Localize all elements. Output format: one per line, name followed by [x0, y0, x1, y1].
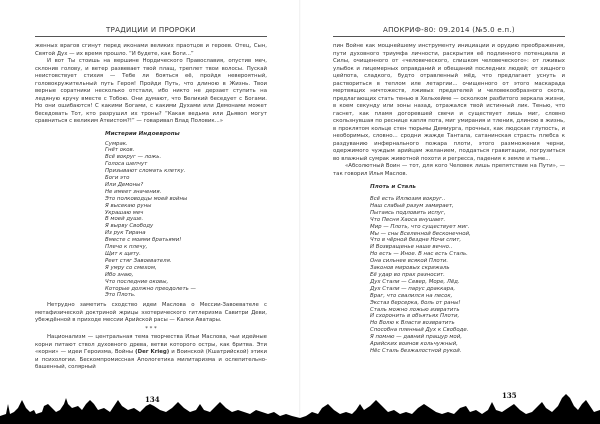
poem-line: Законов мировых скрижаль: [370, 265, 450, 272]
poem-line: Я вырву Свободу: [105, 223, 154, 230]
paragraph: пин Войне как мощнейшему инструменту инициации и орудию преображения, пути духовного триумфа личности, раскрытия её подлинного потенциала и Силы, очищенного от «человеческого, слишком человеческого»: от лживых улыбок и лицемерных оправданий и обещаний последних людей; от хищного цейпота, сладкого, будто отравленный мёд, что предлагает уснуть и раствориться в теплом иле летаргии... очищенного от этого маскарада мертвящих ничтожеств, лживых предателей и человекообразного скота, предлагающих стать тенью в Хельхейме — осколком разбитого зеркала жизни, в коем секунду или эоны назад, отражался твой истинный лик. Тенью, что гаснет, как пламя догоревшей свечи и существует лишь миг, словно скользнувшая по реснице капля пота, миг умирания и тления, длиною в жизнь, в проклятом кольце стен тюрьмы Демиурга, прочных, как людская глупость, и необоримых, словно... сродни жажде Тантала, сатанинская страсть плебса к раздуванию инфернального пожара плоти, этого размножения черни, одержимого чуждым арийцам желанием, поддаться гравитации, погрузиться во влажный сумрак животной похоти и регресса, падения к земле и тьме...: [333, 43, 565, 162]
poem-line: Украшаю меч: [105, 209, 144, 216]
poem-line: Мир — Плоть, что существует миг.: [370, 223, 470, 230]
poem-line: Сумрак.: [105, 140, 128, 147]
poem-line: Экстаз берсерка, боль от раны!: [370, 299, 461, 306]
poem-line: И Возвращенье наше вечно..: [370, 244, 453, 251]
paragraph: И вот Ты стоишь на вершине Нордического Православия, опустив меч, склонив голову, и ветер развевает твой плащ, треплет твои волосы. Пускай неистовствует стихия — Тебе ли бояться её, пройдя невероятный, головокружительный путь Героя! Пройди Путь, что длиною в Жизнь. Твои верные соратники несколько отстали, ибо никто не дерзает ступить на ледяную кручу вместе с Тобою. Они думают, что Великий беседует с Богами. Но они ошибаются! С какими Богами, с какими Духами или Демонами может беседовать Тот, кто разрушил их троны? “Какая ведьма или Дьявол могут сравниться с великим Атеистом?!” — говаривал Влад Половик...»: [35, 58, 267, 124]
poem-line: Щит к щиту.: [105, 251, 141, 257]
poem-line: Способна пленный Дух к Свободе.: [370, 327, 469, 334]
paragraph-text: и Воинской (Кшатрийской) этики и психологии. Бескомпромиссная Апологетика милитаризма и ослепительно-башенный, солярный: [35, 349, 268, 371]
paragraph: «Абсолютный Воин — тот, для кого Человек лишь препятствие на Пути», — так говорил Илья Маслов.: [333, 163, 565, 177]
poem-line: Которые должно преодолеть —: [105, 285, 196, 292]
poem-line: Что Песня Хаоса внушает.: [370, 216, 446, 223]
poem-line: Враг, что свалился на песок,: [370, 292, 453, 299]
poem-title: Мистерии Индоевропы: [105, 130, 180, 137]
paragraph: женных врагов сгинут перед иконами великих праотцов и героев. Отец, Сын, Святой Дух — их время прошло. “И будете, как Боги...”: [35, 43, 267, 57]
poem-line: Она сильнее всякой Плоти.: [370, 258, 449, 265]
poem-line: Это Плоть.: [105, 292, 136, 299]
poem-line: Я умру со смехом,: [105, 264, 157, 271]
poem-line: Что последние оковы,: [105, 278, 169, 285]
poem-line: Плечо к плечу,: [105, 244, 148, 251]
poem-line: Но Волю к Власти возвратить: [370, 320, 455, 327]
poem-line: Мы — сны Вселенной бесконечной,: [370, 230, 471, 237]
poem-line: Её удар во прах разносит.: [370, 271, 445, 278]
poem-line: Всё есть Иллюзия вокруг..: [370, 196, 446, 202]
poem-line: Реет стяг Завоевателя.: [105, 257, 172, 264]
poem-line: Но есть — Иное. В нас есть Сталь.: [370, 251, 468, 258]
poem-line: Это полководцы моей войны: [105, 195, 188, 202]
section-separator: * * *: [145, 325, 157, 332]
poem: [370, 196, 565, 355]
poem-line: Голоса шепчут: [105, 161, 148, 168]
bold-term: (Der Krieg): [135, 349, 170, 356]
paragraph: Нетрудно заметить сходство идеи Маслова о Мессии-Завоевателе с метафизической доктриной жрицы эзотерического гитлеризма Савитри Деви, убеждённой в приходе мессии Арийской расы — Калки Аватары.: [35, 302, 267, 324]
poem-line: Из рук Тирана: [105, 230, 146, 237]
poem-line: Я помню — давний пращур мой,: [370, 334, 462, 341]
poem-line: Вместе с моими братьями!: [105, 237, 182, 244]
poem-line: Нёс Сталь безжалостной рукой.: [370, 347, 462, 354]
running-header: ТРАДИЦИИ И ПРОРОКИ: [106, 26, 196, 34]
poem-line: И схоронить в объятьях Плоти,: [370, 313, 460, 320]
poem-line: Гнёт оков.: [105, 147, 135, 154]
poem-line: Арийских воинов кольчужный,: [370, 341, 458, 348]
header-rule: [333, 36, 565, 37]
paragraph-text: Национализм — центральная тема творчества Ильи Маслова, чьи идейные корни питают ствол духовного древа, ветви которого остры, как бритва. Эти «корни» — идеи Героизма, Войны: [35, 334, 267, 356]
right-page: [300, 0, 600, 424]
poem-line: Всё вокруг — ложь.: [105, 154, 162, 161]
poem-line: В моей душе.: [105, 216, 144, 223]
poem-line: Дух Стали — Север, Море, Лёд.: [370, 278, 460, 285]
paragraph: [35, 334, 267, 372]
page-number: 134: [145, 395, 160, 404]
running-header: АПОКРИФ-80: 09.2014 (№5.0 е.п.): [383, 26, 515, 34]
poem-line: Что в чёрной бездне Ночи спит,: [370, 237, 462, 244]
poem-line: Или Демоны?: [105, 181, 144, 188]
poem-line: Не имеет значения.: [105, 188, 162, 195]
text-column: [333, 43, 565, 355]
poem-line: Призывают сломать клетку.: [105, 168, 186, 175]
poem-line: Боги это: [105, 175, 130, 182]
poem-title: Плоть и Сталь: [370, 184, 416, 190]
text-column: [35, 43, 267, 372]
poem-line: Я высекаю руны: [105, 202, 152, 209]
poem-line: Ибо знаю,: [105, 271, 134, 278]
poem-line: Дух Стали — парус драккара,: [370, 285, 456, 292]
page-number: 135: [502, 391, 517, 400]
poem: [105, 141, 267, 300]
poem-line: Сталь можно ложью извратить: [370, 306, 460, 313]
poem-line: Пытаясь подловить испуг,: [370, 209, 446, 216]
poem-line: Наш слабый разум замирает,: [370, 202, 454, 209]
header-rule: [35, 36, 267, 37]
